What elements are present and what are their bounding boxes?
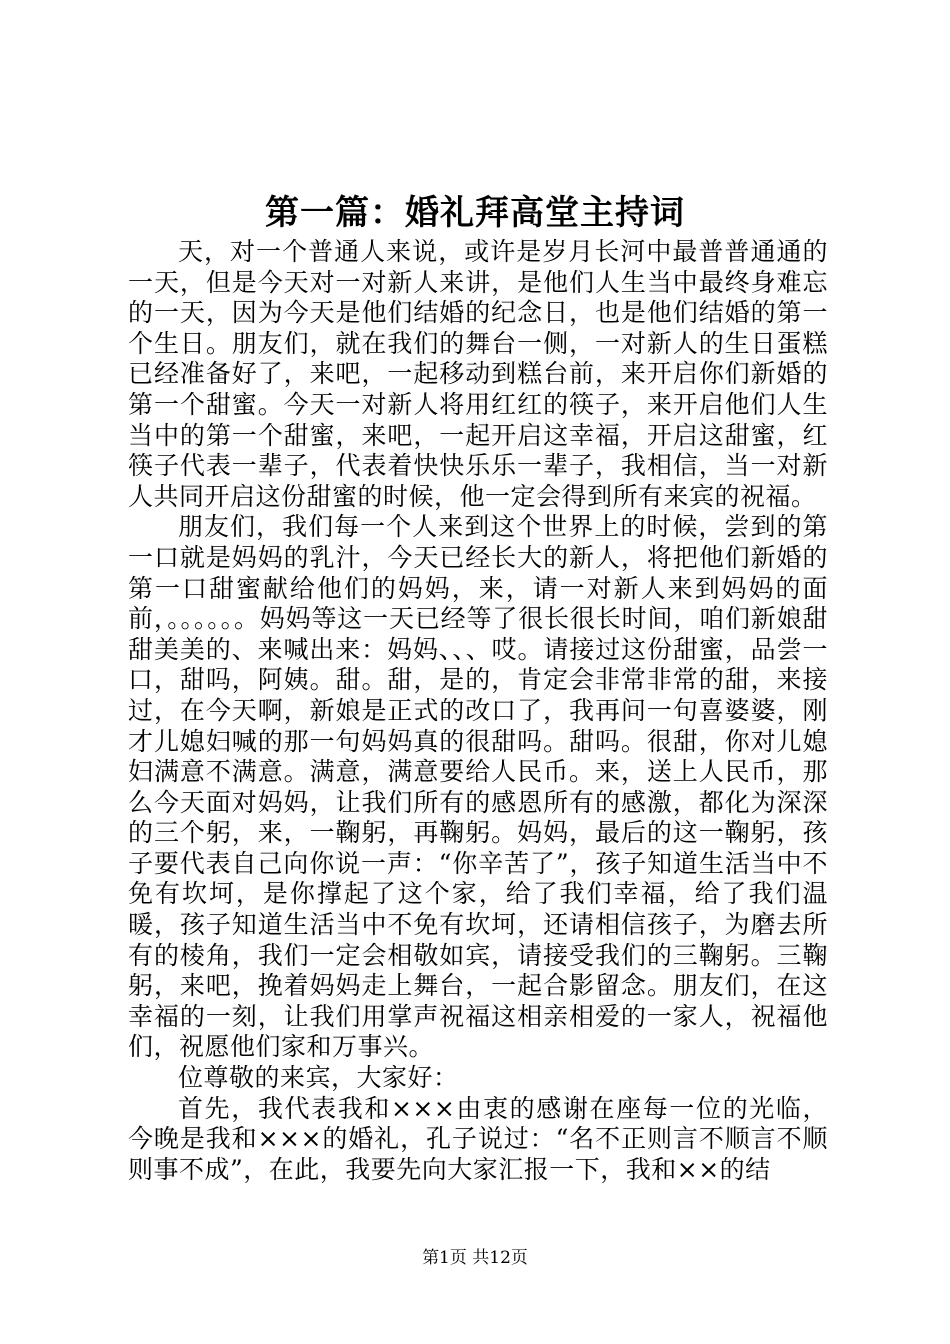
page-title: 第一篇：婚礼拜高堂主持词 bbox=[265, 193, 685, 233]
document-body bbox=[128, 237, 828, 1185]
paragraph: 首先，我代表我和×××由衷的感谢在座每一位的光临，今晚是我和×××的婚礼，孔子说过：“名不正则言不顺言不顺则事不成”，在此，我要先向大家汇报一下，我和××的结 bbox=[128, 1093, 828, 1184]
paragraph: 朋友们，我们每一个人来到这个世界上的时候，尝到的第一口就是妈妈的乳汁，今天已经长大的新人，将把他们新婚的第一口甜蜜献给他们的妈妈，来，请一对新人来到妈妈的面前，。。。。。。妈妈等这一天已经等了很长很长时间，咱们新娘甜甜美美的、来喊出来：妈妈、、、哎。请接过这份甜蜜，品尝一口，甜吗，阿姨。甜。甜，是的，肯定会非常非常的甜，来接过，在今天啊，新娘是正式的改口了，我再问一句喜婆婆，刚才儿媳妇喊的那一句妈妈真的很甜吗。甜吗。很甜，你对儿媳妇满意不满意。满意，满意要给人民币。来，送上人民币，那么今天面对妈妈，让我们所有的感恩所有的感激，都化为深深的三个躬，来，一鞠躬，再鞠躬。妈妈，最后的这一鞠躬，孩子要代表自己向你说一声：“你辛苦了”，孩子知道生活当中不免有坎坷，是你撑起了这个家，给了我们幸福，给了我们温暖，孩子知道生活当中不免有坎坷，还请相信孩子，为磨去所有的棱角，我们一定会相敬如宾，请接受我们的三鞠躬。三鞠躬，来吧，挽着妈妈走上舞台，一起合影留念。朋友们，在这幸福的一刻，让我们用掌声祝福这相亲相爱的一家人，祝福他们，祝愿他们家和万事兴。 bbox=[128, 512, 828, 1062]
paragraph: 天，对一个普通人来说，或许是岁月长河中最普普通通的一天，但是今天对一对新人来讲，是他们人生当中最终身难忘的一天，因为今天是他们结婚的纪念日，也是他们结婚的第一个生日。朋友们，就在我们的舞台一侧，一对新人的生日蛋糕已经准备好了，来吧，一起移动到糕台前，来开启你们新婚的第一个甜蜜。今天一对新人将用红红的筷子，来开启他们人生当中的第一个甜蜜，来吧，一起开启这幸福，开启这甜蜜，红筷子代表一辈子，代表着快快乐乐一辈子，我相信，当一对新人共同开启这份甜蜜的时候，他一定会得到所有来宾的祝福。 bbox=[128, 237, 828, 511]
page-number-footer: 第1页 共12页 bbox=[422, 1248, 528, 1268]
paragraph: 位尊敬的来宾，大家好： bbox=[178, 1063, 459, 1093]
